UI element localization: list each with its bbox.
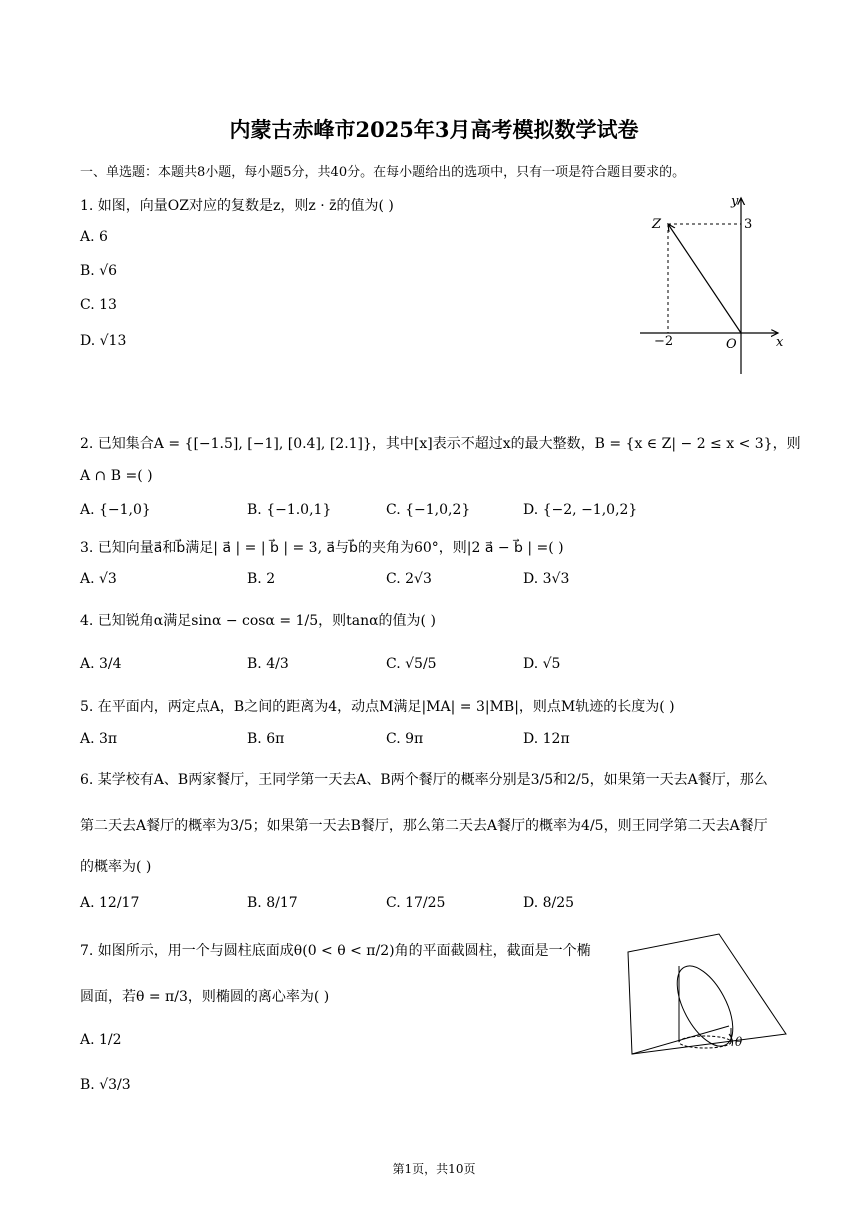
origin-label: O (726, 337, 737, 352)
q3-option-c: C. 2√3 (386, 571, 432, 587)
q6-option-c: C. 17/25 (386, 895, 446, 911)
question-2-stem-line1: 2. 已知集合A = {[−1.5], [−1], [0.4], [2.1]}，其中[x]表示不超过x的最大整数，B = {x ∈ Z| − 2 ≤ x < 3}，则 (80, 436, 801, 452)
q2-option-d: D. {−2, −1,0,2} (523, 502, 638, 518)
page-title: 内蒙古赤峰市2025年3月高考模拟数学试卷 (229, 117, 639, 142)
q5-option-d: D. 12π (523, 731, 570, 747)
question-4-stem: 4. 已知锐角α满足sinα − cosα = 1/5，则tanα的值为( ) (80, 613, 436, 629)
page-footer: 第1页，共10页 (392, 1162, 476, 1176)
x-axis-label: x (776, 335, 784, 350)
x-tick-neg2: −2 (654, 334, 674, 349)
y-axis-label: y (731, 194, 739, 209)
q4-option-d: D. √5 (523, 656, 561, 672)
question-7-stem-line2: 圆面，若θ = π/3，则椭圆的离心率为( ) (80, 989, 330, 1005)
q2-option-c: C. {−1,0,2} (386, 502, 471, 518)
q3-option-d: D. 3√3 (523, 571, 570, 587)
q6-option-b: B. 8/17 (247, 895, 298, 911)
cutting-plane (628, 934, 786, 1054)
q1-option-c: C. 13 (80, 297, 117, 313)
q6-option-a: A. 12/17 (80, 895, 140, 911)
q5-option-c: C. 9π (386, 731, 424, 747)
question-3-stem: 3. 已知向量a⃗和b⃗满足| a⃗ | = | b⃗ | = 3, a⃗与b⃗的夹角为60°，则|2 a⃗ − b⃗ | =( ) (80, 540, 564, 556)
q3-option-b: B. 2 (247, 571, 276, 587)
question-2-stem-line2: A ∩ B =( ) (80, 468, 153, 484)
question-6-stem-line2: 第二天去A餐厅的概率为3/5；如果第一天去B餐厅，那么第二天去A餐厅的概率为4/5，则王同学第二天去A餐厅 (80, 818, 768, 834)
q1-option-b: B. √6 (80, 263, 118, 279)
q3-option-a: A. √3 (80, 571, 117, 587)
complex-plane-figure (630, 188, 800, 383)
q4-option-b: B. 4/3 (247, 656, 289, 672)
q5-option-b: B. 6π (247, 731, 285, 747)
q2-option-b: B. {−1.0,1} (247, 502, 332, 518)
cylinder-section-figure (624, 930, 794, 1060)
q1-option-a: A. 6 (80, 229, 108, 245)
question-6-stem-line3: 的概率为( ) (80, 859, 152, 875)
q1-option-d: D. √13 (80, 333, 127, 349)
q7-option-b: B. √3/3 (80, 1077, 131, 1093)
question-6-stem-line1: 6. 某学校有A、B两家餐厅，王同学第一天去A、B两个餐厅的概率分别是3/5和2/5，如果第一天去A餐厅，那么 (80, 772, 768, 788)
vector-oz (668, 224, 741, 333)
question-1-stem: 1. 如图，向量OZ对应的复数是z，则z · z̄的值为( ) (80, 198, 394, 214)
q4-option-c: C. √5/5 (386, 656, 437, 672)
question-7-stem-line1: 7. 如图所示，用一个与圆柱底面成θ(0 < θ < π/2)角的平面截圆柱，截面是一个椭 (80, 943, 591, 959)
section-header: 一、单选题：本题共8小题，每小题5分，共40分。在每小题给出的选项中，只有一项是符合题目要求的。 (80, 165, 686, 180)
y-tick-3: 3 (744, 217, 753, 232)
question-5-stem: 5. 在平面内，两定点A，B之间的距离为4，动点M满足|MA| = 3|MB|，则点M轨迹的长度为( ) (80, 699, 675, 715)
q2-option-a: A. {−1,0} (80, 502, 151, 518)
q7-option-a: A. 1/2 (80, 1032, 122, 1048)
theta-label: θ (735, 1035, 743, 1049)
q4-option-a: A. 3/4 (80, 656, 122, 672)
q6-option-d: D. 8/25 (523, 895, 575, 911)
q5-option-a: A. 3π (80, 731, 118, 747)
point-z-label: Z (652, 217, 662, 232)
